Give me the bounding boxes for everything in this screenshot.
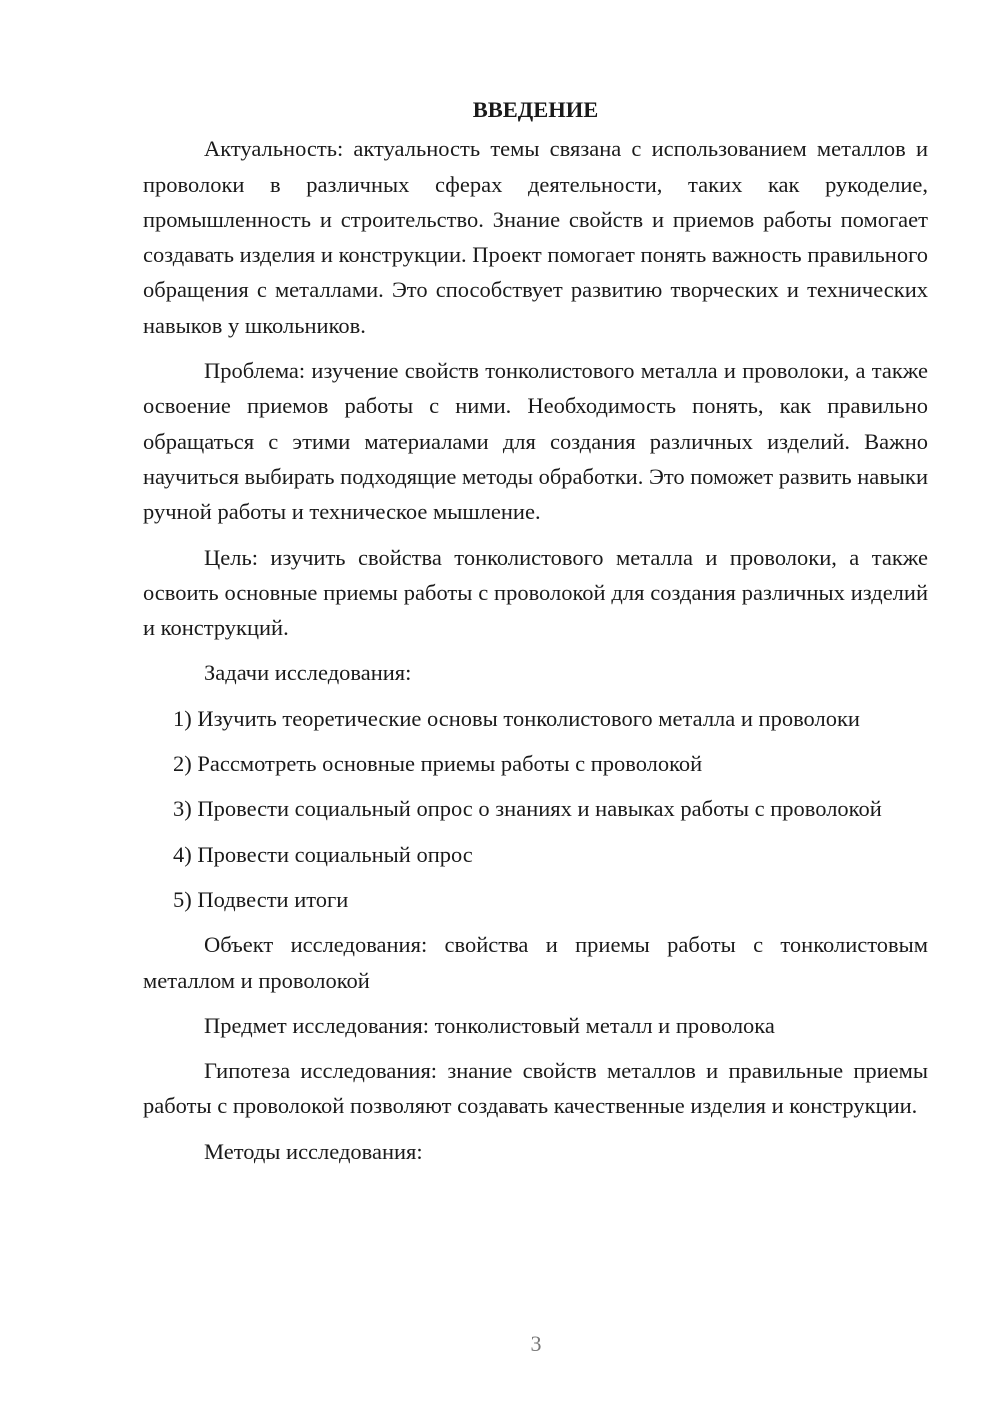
task-item-5: 5) Подвести итоги: [173, 886, 349, 912]
task-item-4: 4) Провести социальный опрос: [173, 841, 473, 867]
paragraph-tasks-heading: Задачи исследования:: [204, 660, 412, 686]
paragraph-hypothesis: Гипотеза исследования: знание свойств металлов и правильные приемы работы с проволокой позволяют создавать качественные изделия и конструкции.: [143, 1058, 928, 1119]
task-item-2: 2) Рассмотреть основные приемы работы с проволокой: [173, 751, 703, 777]
paragraph-goal: Цель: изучить свойства тонколистового металла и проволоки, а также освоить основные приемы работы с проволокой для создания различных изделий и конструкций.: [143, 544, 928, 641]
paragraph-methods: Методы исследования:: [204, 1138, 423, 1164]
page-body: [143, 92, 928, 1179]
task-item-1: 1) Изучить теоретические основы тонколистового металла и проволоки: [173, 705, 860, 731]
paragraph-subject: Предмет исследования: тонколистовый металл и проволока: [204, 1012, 775, 1038]
paragraph-problem: Проблема: изучение свойств тонколистового металла и проволоки, а также освоение приемов работы с ними. Необходимость понять, как правильно обращаться с этими материалами для создания различных изделий. Важно научиться выбирать подходящие методы обработки. Это поможет развить навыки ручной работы и техническое мышление.: [143, 358, 928, 525]
page-number: 3: [530, 1331, 542, 1356]
page-title: ВВЕДЕНИЕ: [472, 97, 599, 122]
task-item-3: 3) Провести социальный опрос о знаниях и навыках работы с проволокой: [173, 796, 882, 822]
paragraph-relevance: Актуальность: актуальность темы связана с использованием металлов и проволоки в различных сферах деятельности, таких как рукоделие, промышленность и строительство. Знание свойств и приемов работы помогает создавать изделия и конструкции. Проект помогает понять важность правильного обращения с металлами. Это способствует развитию творческих и технических навыков у школьников.: [143, 136, 928, 338]
paragraph-object: Объект исследования: свойства и приемы работы с тонколистовым металлом и проволокой: [143, 932, 928, 993]
